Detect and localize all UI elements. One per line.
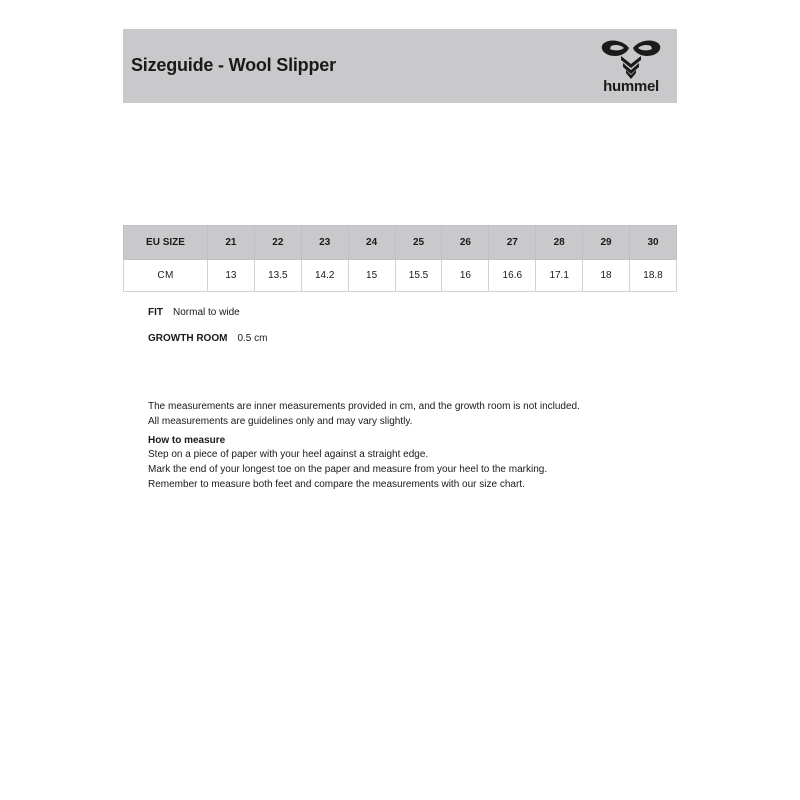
header-banner: [123, 29, 677, 103]
table-row: [124, 260, 677, 292]
table-header-row: [124, 226, 677, 260]
instruction-line: Step on a piece of paper with your heel against a straight edge.: [148, 449, 429, 461]
fit-label: FIT: [148, 307, 163, 318]
note-line: All measurements are guidelines only and may vary slightly.: [148, 415, 413, 427]
bumblebee-icon: [599, 38, 663, 80]
size-cell: 24: [348, 226, 395, 260]
size-cell: 30: [630, 226, 677, 260]
size-cell: 22: [254, 226, 301, 260]
growth-room-label: GROWTH ROOM: [148, 333, 228, 344]
instruction-line: Mark the end of your longest toe on the paper and measure from your heel to the marking.: [148, 464, 548, 476]
note-line: The measurements are inner measurements provided in cm, and the growth room is not included.: [148, 401, 580, 412]
brand-wordmark: hummel: [603, 78, 659, 95]
cm-cell: 13: [208, 260, 255, 292]
cm-label: CM: [124, 260, 208, 292]
measurement-notes: [148, 400, 668, 493]
size-cell: 21: [208, 226, 255, 260]
size-cell: 25: [395, 226, 442, 260]
page-title: Sizeguide - Wool Slipper: [131, 55, 336, 75]
cm-cell: 17.1: [536, 260, 583, 292]
fit-spec: [148, 307, 240, 318]
cm-cell: 18: [583, 260, 630, 292]
size-cell: 28: [536, 226, 583, 260]
instruction-line: Remember to measure both feet and compare the measurements with our size chart.: [148, 478, 525, 490]
size-cell: 27: [489, 226, 536, 260]
cm-cell: 14.2: [301, 260, 348, 292]
eu-size-label: EU SIZE: [124, 226, 208, 260]
growth-room-spec: [148, 333, 267, 344]
how-to-measure-heading: How to measure: [148, 434, 226, 446]
fit-value: Normal to wide: [173, 307, 240, 318]
size-table: [123, 225, 677, 292]
cm-cell: 16: [442, 260, 489, 292]
brand-logo: [599, 38, 663, 98]
size-cell: 29: [583, 226, 630, 260]
cm-cell: 18.8: [630, 260, 677, 292]
cm-cell: 15: [348, 260, 395, 292]
size-cell: 26: [442, 226, 489, 260]
cm-cell: 13.5: [254, 260, 301, 292]
growth-room-value: 0.5 cm: [237, 333, 268, 344]
cm-cell: 15.5: [395, 260, 442, 292]
cm-cell: 16.6: [489, 260, 536, 292]
size-cell: 23: [301, 226, 348, 260]
